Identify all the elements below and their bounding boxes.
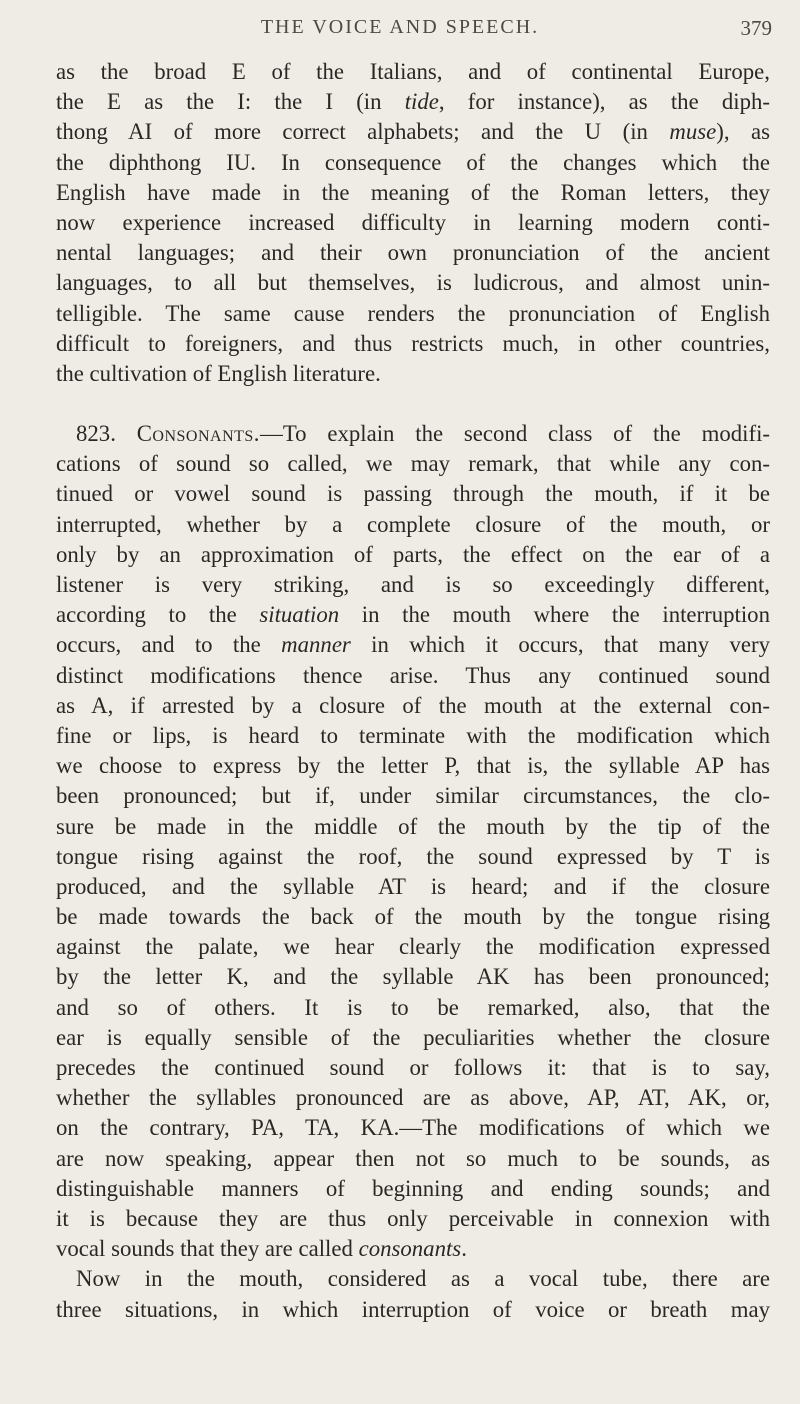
text-line: the E as the I: the I (in tide, for instance), as the diph- (56, 89, 770, 115)
text-line: as the broad E of the Italians, and of continental Europe, (56, 59, 770, 84)
text-line: been pronounced; but if, under similar circumstances, the clo- (56, 783, 770, 809)
text-line: according to the situation in the mouth where the interruption (56, 602, 770, 628)
text-line: tongue rising against the roof, the sound expressed by T is (56, 843, 770, 869)
running-head (0, 8, 800, 48)
text-line: tinued or vowel sound is passing through the mouth, if it be (56, 481, 770, 507)
text-line: the diphthong IU. In consequence of the changes which the (56, 149, 770, 175)
text-line: interrupted, whether by a complete closure of the mouth, or (56, 511, 770, 537)
text-line: sure be made in the middle of the mouth by the tip of the (56, 813, 770, 839)
text-line: three situations, in which interruption of voice or breath may (56, 1296, 770, 1322)
text-line: whether the syllables pronounced are as above, AP, AT, AK, or, (56, 1085, 770, 1111)
text-line: Now in the mouth, considered as a vocal tube, there are (76, 1266, 770, 1292)
text-line: nental languages; and their own pronunciation of the ancient (56, 240, 770, 266)
text-line: now experience increased difficulty in learning modern conti- (56, 209, 770, 235)
text-line: precedes the continued sound or follows it: that is to say, (56, 1055, 770, 1080)
section-heading: Consonants. (136, 421, 261, 447)
paragraph-3 (56, 1264, 770, 1324)
text-line: produced, and the syllable AT is heard; and if the closure (56, 873, 770, 899)
text-line: only by an approximation of parts, the effect on the ear of a (56, 541, 770, 567)
paragraph-1 (56, 57, 770, 389)
text-line: ear is equally sensible of the peculiarities whether the closure (56, 1024, 770, 1050)
text-line: fine or lips, is heard to terminate with the modification which (56, 722, 770, 748)
page-number: 379 (740, 16, 772, 40)
text-line: difficult to foreigners, and thus restricts much, in other countries, (56, 330, 770, 356)
paragraph-gap (56, 389, 770, 419)
text-line: distinct modifications thence arise. Thus any continued sound (56, 662, 770, 688)
text-line: and so of others. It is to be remarked, also, that the (56, 994, 770, 1020)
text-line: listener is very striking, and is so exceedingly different, (56, 572, 770, 597)
body-text (56, 57, 770, 1325)
text-line: we choose to express by the letter P, that is, the syllable AP has (56, 753, 770, 779)
text-line: occurs, and to the manner in which it occurs, that many very (56, 632, 770, 658)
text-line: cations of sound so called, we may remark, that while any con- (56, 451, 770, 477)
text-line: 823. Consonants.—To explain the second class of the modifi- (76, 421, 770, 447)
text-line: as A, if arrested by a closure of the mouth at the external con- (56, 692, 770, 718)
text-line: thong AI of more correct alphabets; and the U (in muse), as (56, 119, 771, 145)
text-line: English have made in the meaning of the Roman letters, they (56, 179, 770, 205)
text-line: telligible. The same cause renders the pronunciation of English (56, 300, 770, 326)
text-line: it is because they are thus only perceivable in connexion with (56, 1205, 770, 1231)
paragraph-2 (56, 419, 770, 1264)
text-line: be made towards the back of the mouth by the tongue rising (56, 904, 770, 930)
text-line: distinguishable manners of beginning and ending sounds; and (56, 1175, 770, 1201)
text-line: the cultivation of English literature. (56, 360, 381, 386)
text-line: languages, to all but themselves, is ludicrous, and almost unin- (56, 270, 770, 296)
text-line: against the palate, we hear clearly the modification expressed (56, 934, 770, 960)
text-line: vocal sounds that they are called consonants. (56, 1236, 467, 1262)
text-line: by the letter K, and the syllable AK has been pronounced; (56, 964, 770, 990)
running-head-title: THE VOICE AND SPEECH. (260, 16, 540, 38)
text-line: are now speaking, appear then not so much to be sounds, as (56, 1145, 770, 1171)
text-line: on the contrary, PA, TA, KA.—The modifications of which we (56, 1115, 770, 1141)
